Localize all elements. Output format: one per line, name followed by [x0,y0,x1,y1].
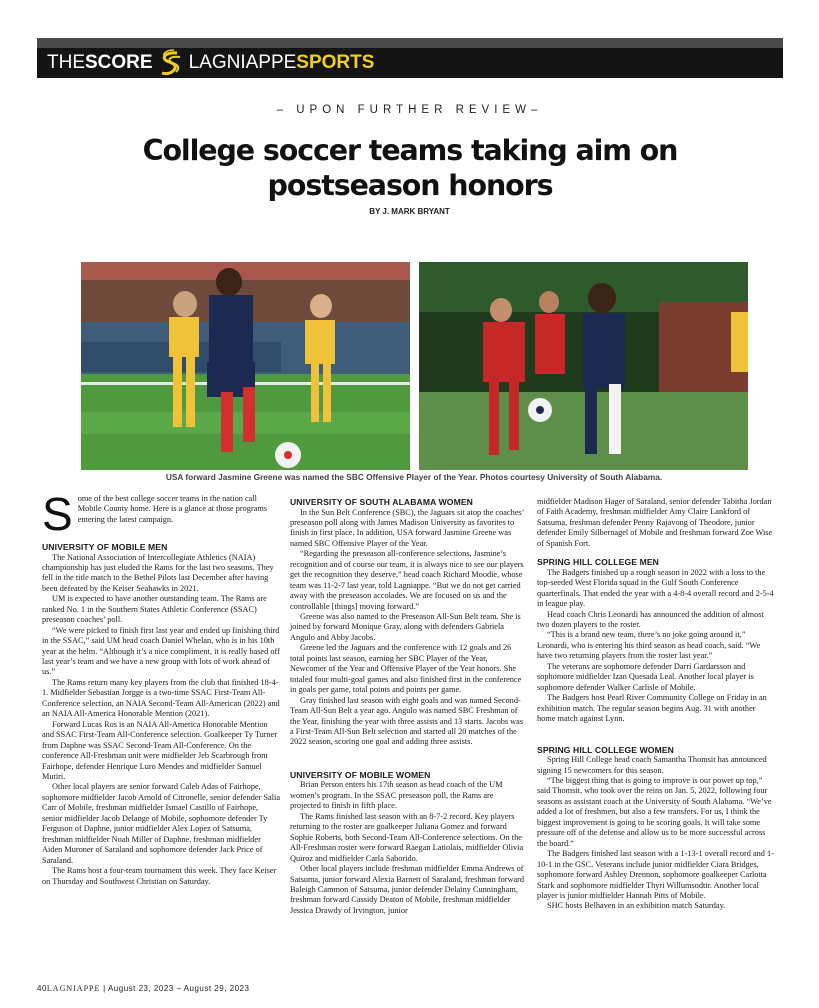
body-paragraph: Spring Hill College head coach Samantha Thomsit has announced signing 15 newcomers for this season. [537,755,767,775]
article-column-3 [537,497,775,912]
body-paragraph: “Regarding the preseason all-conference selections, Jasmine’s recognition and of course our team, it is always nice to see our players get the recognition they deserve,” head coach Richard Moodie, whose team was 11-2-7 last year, told Lagniappe. “But we do not get carried away with the preseason accolades. We are focused on us and the controllable [things] moving forward.” [290,549,524,611]
body-paragraph: Forward Lucas Ros is an NAIA All-America Honorable Mention and SSAC First-Team All-Conference selection. Goalkeeper Ty Turner from Daphne was SSAC Second-Team All-Conference. On the conference All-Freshman unit were midfielder Jeb Scarbrough from Fairhope, defender Henrique Luro Mendes and midfielder Samuel Mutiri. [42,719,278,782]
body-paragraph: SHC hosts Belhaven in an exhibition match Saturday. [547,901,726,911]
banner-row [47,48,374,78]
page-footer [37,984,249,993]
subhead-south-alabama-women: UNIVERSITY OF SOUTH ALABAMA WOMEN [290,497,473,507]
subhead-mobile-men: UNIVERSITY OF MOBILE MEN [42,542,168,552]
body-paragraph: midfielder Madison Hager of Saraland, senior defender Tabitha Jordan of Faith Academy, freshman midfielder Amy Claire Lankford of Satsuma, freshman defender Penny Rajavong of Theodore, junior defender Emily Silbernagel of Mobile and freshman forward Zoe Wise of Spanish Fort. [537,497,773,548]
section-banner [37,38,783,78]
subhead-spring-hill-women: SPRING HILL COLLEGE WOMEN [537,744,674,755]
body-paragraph: UM is expected to have another outstanding team. The Rams are ranked No. 1 in the Southern States Athletic Conference (SSAC) preseason coaches’ poll. [42,594,267,625]
banner-stripe [37,38,783,48]
drop-cap: S [42,488,73,540]
body-paragraph: The Rams finished last season with an 8-7-2 record. Key players returning to the roster are goalkeeper Juliana Gomez and forward Sophie Roberts, both Second-Team All-Conference selections. On the All-Freshman roster were forward Raegan Latiolais, midfielder Olivia Quiroz and midfielder Carla Saborido. [290,811,524,863]
brand-score: SCORE [85,52,153,73]
body-paragraph: Greene was also named to the Preseason All-Sun Belt team. She is joined by forward Monique Gray, along with defenders Gabriela Angulo and Abby Jacobs. [290,612,521,642]
footer-publication: LAGNIAPPE [46,984,101,993]
headline: College soccer teams taking aim on postseason honors [142,134,678,202]
brand-the: THE [47,52,85,73]
intro-text: ome of the best college soccer teams in the nation call Mobile County home. Here is a glance at those programs entering the latest campaign. [77,494,268,524]
article-column-1 [42,488,281,887]
body-paragraph: “This is a brand new team, there’s no joke going around it,” Leonardi, who is entering his third season as head coach, said. “We have two returning players from the roster last year.” [537,630,761,661]
photo-left [81,262,410,470]
photo-right [419,262,748,470]
page-number: 40 [37,984,47,993]
body-paragraph: “The biggest thing that is going to improve is our power up top,” said Thomsit, who took over the reins on Jan. 5, 2022, following four seasons as assistant coach at the University of South Alabama. “We’ve added a lot of freshmen, but also a few transfers. For us, I think the biggest improvement is going to be scoring goals. It will take some pressure off of the defense and allow us to be more successful across the board.” [537,775,772,848]
body-paragraph: Brian Person enters his 17th season as head coach of the UM women’s program. In the SSAC preseason poll, the Rams are projected to finish in fifth place. [290,780,503,811]
body-paragraph: The veterans are sophomore defender Darri Gardarsson and sophomore midfielder Izan Quesada Leal. Another local player is sophomore defender Walker Carlisle of Mobile. [537,661,754,692]
swoosh-s-logo-icon [157,49,185,77]
body-paragraph: Gray finished last season with eight goals and was named Second-Team All-Sun Belt a year ago. Angulo was named SBC Freshman of the Year, finishing the year with three assists and 13 starts. Jacobs was a First-Team All-Sun Belt selection and started all 20 matches of the 2022 season, scoring one goal and adding three assists. [290,695,524,747]
article-column-2 [290,497,526,916]
intro-paragraph [42,488,280,540]
body-paragraph: Other local players are senior forward Caleb Adas of Fairhope, sophomore midfielder Jacob Arnold of Citronelle, senior defender Salia Carr of Mobile, freshman midfielder Ismael Castillo of Fairhope, senior midfielder Jacob Delange of Mobile, sophomore defender Ty Ferguson of Daphne, junior midfielder Alex Lopez of Satsuma, freshman midfielder Noah Miller of Daphne, freshman midfielder Aiden Muroner of Saraland and sophomore defender Jack Price of Saraland. [42,782,281,865]
body-paragraph: Greene led the Jaguars and the conference with 12 goals and 26 total points last season, earning her SBC Player of the Year, Newcomer of the Year and Offensive Player of the Year honors. She totaled four multi-goal games and also finished first in the conference in goals per game, total points and points per game. [290,643,522,695]
brand-lagniappe: LAGNIAPPE [188,52,297,73]
body-paragraph: The Rams host a four-team tournament this week. They face Keiser on Thursday and Southwest Christian on Saturday. [42,866,277,886]
brand-sports: SPORTS [296,52,375,73]
body-paragraph: The Badgers finished last season with a 1-13-1 overall record and 1-10-1 in the GSC. Veterans include junior midfielder Ciara Bridges, sophomore forward Ashley Drennon, sophomore goalkeeper Carlotta Stark and sophomore midfielder Thyri Willumsodtir. Another local player is junior midfielder Hannah Pitts of Mobile. [537,849,774,900]
subhead-spring-hill-men: SPRING HILL COLLEGE MEN [537,557,659,568]
body-paragraph: Head coach Chris Leonardi has announced the addition of almost two dozen players to the roster. [537,609,764,630]
body-paragraph: Other local players include freshman midfielder Emma Andrews of Satsuma, junior forward Alexia Barnett of Saraland, freshman forward Baleigh Cammon of Satsuma, junior defender Delainy Cunningham, freshman forward Cassidy Deaton of Mobile, freshman midfielder Jessica Drawdy of Irvington, junior [290,864,525,915]
photo-caption: USA forward Jasmine Greene was named the SBC Offensive Player of the Year. Photos courtesy University of South Alabama. [165,472,663,482]
body-paragraph: The National Association of Intercollegiate Athletics (NAIA) championship has just eluded the Rams for the last two seasons. They fell in the title match to the Bethel Pilots last December after having been defeated by the Keiser Seahawks in 2021. [42,552,274,593]
photo-right-image [419,262,748,470]
kicker: – UPON FURTHER REVIEW– [276,104,543,116]
byline: BY J. MARK BRYANT [369,207,450,216]
body-paragraph: The Badgers host Pearl River Community College on Friday in an exhibition match. The regular season begins Aug. 31 with another home match against Lynn. [537,693,767,724]
body-paragraph: The Badgers finished up a rough season in 2022 with a loss to the top-seeded West Florida squad in the Gulf South Conference quarterfinals. That ended the year with a 4-8-4 overall record and 2-5-4 in league play. [537,567,774,609]
subhead-mobile-women: UNIVERSITY OF MOBILE WOMEN [290,769,431,780]
body-paragraph: “We were picked to finish first last year and ended up finishing third in the SSAC,” said UM head coach Daniel Whelan, who is in his 10th year at the helm. “Although it’s a nice compliment, it is really based off last year’s team and we have a new group with lots of work ahead of us.” [42,625,280,677]
photo-left-image [81,262,410,470]
footer-dates: | August 23, 2023 – August 29, 2023 [103,984,250,993]
body-paragraph: In the Sun Belt Conference (SBC), the Jaguars sit atop the coaches’ preseason poll along with James Madison University as favorites to finish in first place. In addition, USA forward Jasmine Greene was named SBC Offensive Player of the Year. [290,507,524,548]
body-paragraph: The Rams return many key players from the club that finished 18-4-1. Midfielder Sebastian Jorgge is a two-time SSAC First-Team All-Conference selection, an NAIA Second-Team All-American (2022) and an NAIA All-America Honorable Mention (2021). [42,677,280,719]
